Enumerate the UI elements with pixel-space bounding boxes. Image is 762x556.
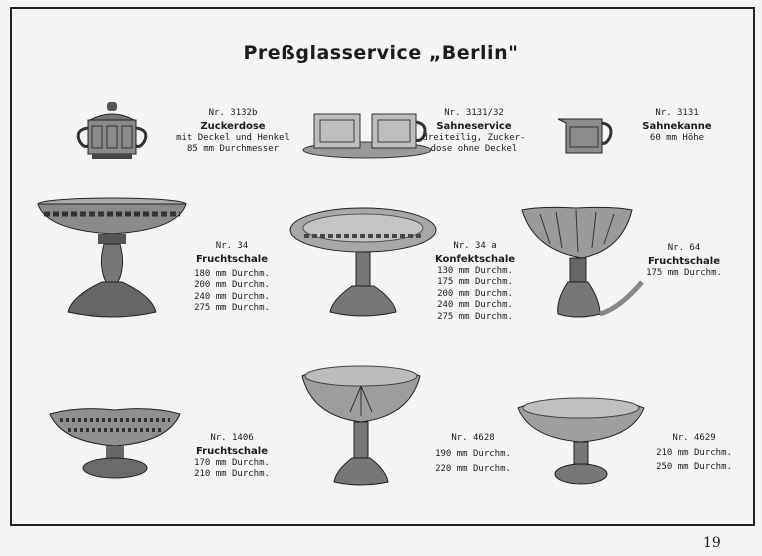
item-name: Sahneservice bbox=[436, 120, 512, 132]
item-number: Nr. 3132b bbox=[208, 108, 258, 118]
item-number: Nr. 3131 bbox=[655, 108, 699, 118]
item-line: 130 mm Durchm. bbox=[437, 265, 513, 276]
caption-nr-4628 bbox=[428, 433, 518, 476]
item-name: Fruchtschale bbox=[195, 445, 269, 457]
fruit-bowl-1406-illustration bbox=[48, 406, 182, 480]
caption-zuckerdose bbox=[168, 108, 298, 156]
item-number: Nr. 34 a bbox=[453, 241, 497, 251]
page-number: 19 bbox=[703, 535, 721, 551]
fruit-bowl-64-illustration bbox=[520, 204, 650, 322]
caption-sahneservice bbox=[420, 108, 528, 156]
caption-nr-34a bbox=[430, 241, 520, 324]
item-line: 170 mm Durchm. bbox=[194, 457, 270, 468]
item-line: dreiteilig, Zucker- bbox=[422, 132, 526, 143]
caption-sahnekanne bbox=[632, 108, 722, 144]
item-line: 210 mm Durchm. bbox=[194, 469, 270, 480]
item-name: Sahnekanne bbox=[642, 120, 712, 132]
caption-nr-34 bbox=[186, 241, 278, 315]
item-line: mit Deckel und Henkel bbox=[176, 132, 290, 143]
fruit-bowl-34-illustration bbox=[36, 196, 188, 322]
item-name: Fruchtschale bbox=[195, 253, 269, 265]
item-line: 200 mm Durchm. bbox=[194, 280, 270, 291]
item-number: Nr. 3131/32 bbox=[444, 108, 504, 118]
item-line: 250 mm Durchm. bbox=[656, 462, 732, 473]
item-number: Nr. 1406 bbox=[210, 433, 254, 443]
item-number: Nr. 4628 bbox=[451, 433, 495, 443]
bowl-4628-illustration bbox=[300, 362, 422, 488]
item-line: 210 mm Durchm. bbox=[656, 447, 732, 458]
item-name: Zuckerdose bbox=[200, 120, 266, 132]
item-line: 240 mm Durchm. bbox=[194, 291, 270, 302]
sugar-bowl-illustration bbox=[72, 100, 152, 165]
item-line: 175 mm Durchm. bbox=[646, 267, 722, 278]
item-name: Fruchtschale bbox=[647, 255, 721, 267]
confection-bowl-34a-illustration bbox=[288, 206, 438, 320]
cream-service-illustration bbox=[300, 108, 435, 160]
item-name: Konfektschale bbox=[434, 253, 516, 265]
page-title: Preßglasservice „Berlin" bbox=[243, 42, 519, 64]
item-line: 275 mm Durchm. bbox=[437, 311, 513, 322]
caption-nr-64 bbox=[640, 243, 728, 279]
item-line: 275 mm Durchm. bbox=[194, 303, 270, 314]
item-line: 240 mm Durchm. bbox=[437, 300, 513, 311]
item-line: 190 mm Durchm. bbox=[435, 448, 511, 459]
cream-jug-illustration bbox=[554, 113, 616, 157]
item-line: 180 mm Durchm. bbox=[194, 268, 270, 279]
item-number: Nr. 34 bbox=[215, 241, 249, 251]
caption-nr-4629 bbox=[648, 433, 740, 474]
item-line: 200 mm Durchm. bbox=[437, 288, 513, 299]
bowl-4629-illustration bbox=[516, 394, 646, 488]
item-line: 220 mm Durchm. bbox=[435, 464, 511, 475]
item-line: dose ohne Deckel bbox=[430, 144, 518, 155]
caption-nr-1406 bbox=[186, 433, 278, 481]
item-number: Nr. 4629 bbox=[672, 433, 716, 443]
item-line: 60 mm Höhe bbox=[649, 132, 705, 143]
item-number: Nr. 64 bbox=[667, 243, 701, 253]
item-line: 85 mm Durchmesser bbox=[186, 144, 280, 155]
item-line: 175 mm Durchm. bbox=[437, 277, 513, 288]
